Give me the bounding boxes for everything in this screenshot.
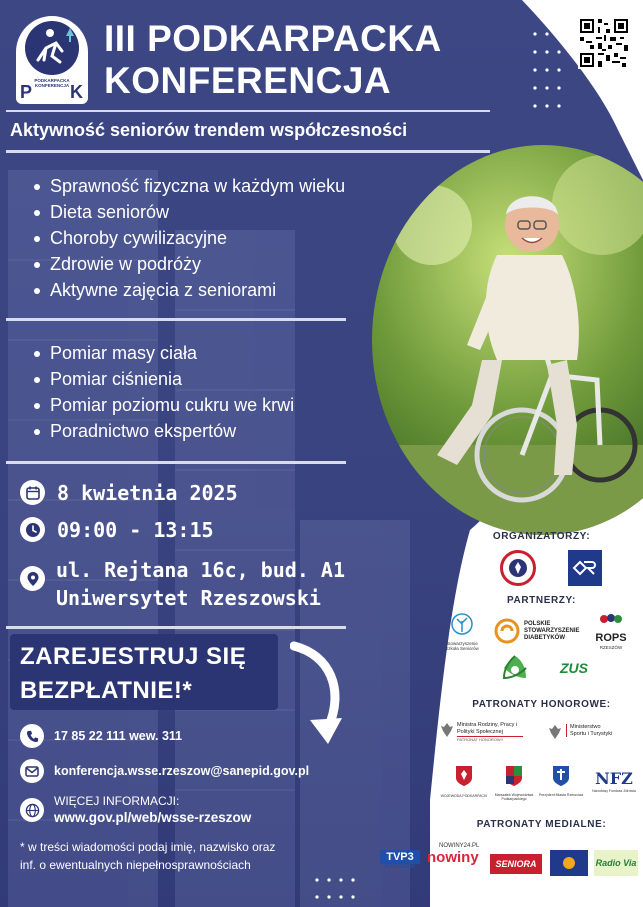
sponsors-panel [385, 528, 643, 907]
partners-heading: PARTNERZY: [507, 595, 576, 606]
divider-top [6, 110, 490, 112]
list-item: Choroby cywilizacyjne [32, 225, 345, 251]
honorary-name: Marszałek Województwa Podkarpackiego [494, 793, 534, 801]
partner-logo-rops [590, 614, 632, 650]
media-logo-radio-via: Radio Via [594, 850, 638, 876]
contact-web-row [20, 794, 251, 826]
logo-letter-p: P [20, 82, 33, 102]
register-line-2: BEZPŁATNIE!* [20, 677, 193, 704]
honorary-sub: Narodowy Fundusz Zdrowia [592, 789, 636, 793]
list-item: Poradnictwo ekspertów [32, 418, 294, 444]
curved-arrow-icon [290, 640, 350, 750]
subtitle: Aktywność seniorów trendem współczesności [10, 120, 408, 140]
honorary-logo-ministry-sport [548, 724, 638, 748]
media-logo-tv [550, 850, 588, 876]
event-address-line-1: ul. Rejtana 16c, bud. A1 [56, 558, 345, 582]
location-pin-icon [20, 566, 45, 591]
honorary-name: WOJEWODA PODKARPACKI [440, 794, 488, 798]
list-item: Zdrowie w podróży [32, 251, 345, 277]
organizer-logo-sanepid [500, 550, 536, 586]
honorary-name: NFZ [595, 769, 633, 788]
honorary-logo-wojewoda [440, 764, 488, 802]
qr-code-icon [578, 17, 630, 69]
partner-logo-zus: ZUS [560, 660, 588, 676]
services-list [32, 340, 294, 444]
divider-subtitle [6, 150, 490, 153]
honorary-logo-marszalek [490, 764, 538, 804]
partner-logo-psd [494, 616, 584, 646]
qr-code[interactable] [578, 17, 630, 69]
register-callout[interactable] [10, 634, 278, 710]
tree-icon [442, 612, 482, 636]
register-line-1: ZAREJESTRUJ SIĘ [20, 643, 247, 670]
title-line-2: KONFERENCJA [104, 60, 392, 101]
list-item: Dieta seniorów [32, 199, 345, 225]
title-line-1: III PODKARPACKA [104, 18, 442, 59]
media-logo-tvp3 [380, 850, 420, 878]
media-logo-nowiny [427, 843, 485, 879]
event-date-row [20, 480, 238, 505]
university-icon [572, 558, 598, 578]
page-title [104, 18, 442, 102]
event-time: 09:00 - 13:15 [57, 517, 214, 542]
shield-eagle-icon [454, 764, 474, 788]
divider-services [6, 461, 346, 464]
people-icon [596, 614, 626, 628]
eagle-emblem-icon [440, 722, 454, 738]
partner-logo-triangle [500, 654, 530, 682]
calendar-icon [20, 480, 45, 505]
conference-logo [16, 16, 88, 104]
diabetes-logo-icon [494, 618, 520, 644]
contact-phone-row [20, 724, 182, 748]
honorary-logo-ministry-family [440, 722, 530, 750]
broadcast-icon [562, 856, 576, 870]
logo-letter-k: K [70, 82, 83, 102]
media-logo-seniora: SENIORA [490, 854, 542, 874]
partner-name: ROPS [595, 632, 627, 644]
globe-icon [20, 798, 44, 822]
event-address-line-2: Uniwersytet Rzeszowski [56, 586, 321, 610]
honorary-name: Prezydent Miasta Rzeszowa [538, 793, 584, 797]
footnote: * w treści wiadomości podaj imię, nazwisko oraz inf. o ewentualnych niepełnosprawnościach [20, 840, 276, 872]
media-name: NOWINY24.PL [439, 843, 480, 849]
divider-topics [6, 318, 346, 321]
divider-event [6, 626, 346, 629]
contact-email[interactable]: konferencja.wsse.rzeszow@sanepid.gov.pl [54, 764, 310, 778]
event-date: 8 kwietnia 2025 [57, 480, 238, 505]
partner-name: Stowarzyszenie Szkoła Seniorów [445, 641, 479, 651]
media-sub: nowiny [427, 849, 479, 866]
partner-logo-szkola-seniorow [442, 612, 482, 651]
media-name: TVP3 [380, 850, 420, 864]
contact-email-row [20, 759, 309, 783]
triangle-leaf-icon [500, 654, 530, 682]
more-info-label: WIĘCEJ INFORMACJI: [54, 794, 180, 808]
honorary-heading: PATRONATY HONOROWE: [472, 699, 611, 710]
media-sub: RZESZÓW [385, 864, 415, 870]
honorary-name: Ministra Rodziny, Pracy i Polityki Społecznej [457, 722, 518, 735]
contact-website[interactable]: www.gov.pl/web/wsse-rzeszow [54, 810, 252, 825]
mail-icon [20, 759, 44, 783]
media-heading: PATRONATY MEDIALNE: [476, 819, 607, 830]
list-item: Pomiar masy ciała [32, 340, 294, 366]
eagle-emblem-icon [548, 724, 562, 740]
list-item: Pomiar ciśnienia [32, 366, 294, 392]
clock-icon [20, 517, 45, 542]
honorary-logo-nfz [586, 770, 642, 802]
partner-sub: RZESZÓW [599, 645, 623, 650]
topics-list [32, 173, 345, 303]
list-item: Sprawność fizyczna w każdym wieku [32, 173, 345, 199]
contact-phone[interactable]: 17 85 22 111 wew. 311 [54, 729, 183, 743]
organizers-heading: ORGANIZATORZY: [492, 531, 591, 542]
list-item: Pomiar poziomu cukru we krwi [32, 392, 294, 418]
event-time-row [20, 517, 214, 542]
honorary-logo-prezydent [536, 764, 586, 804]
organizer-logo-university [568, 550, 602, 586]
phone-icon [20, 724, 44, 748]
shield-icon [504, 764, 524, 788]
list-item: Aktywne zajęcia z seniorami [32, 277, 345, 303]
eagle-icon [507, 557, 529, 579]
city-crest-icon [551, 764, 571, 788]
logo-caption: PODKARPACKA KONFERENCJA [34, 78, 70, 88]
honorary-name: Ministerstwo Sportu i Turystyki [566, 724, 616, 737]
runner-logo-icon [16, 16, 88, 78]
partner-name: POLSKIE STOWARZYSZENIE DIABETYKÓW [524, 620, 580, 641]
honorary-sub: PATRONAT HONOROWY [457, 736, 523, 742]
